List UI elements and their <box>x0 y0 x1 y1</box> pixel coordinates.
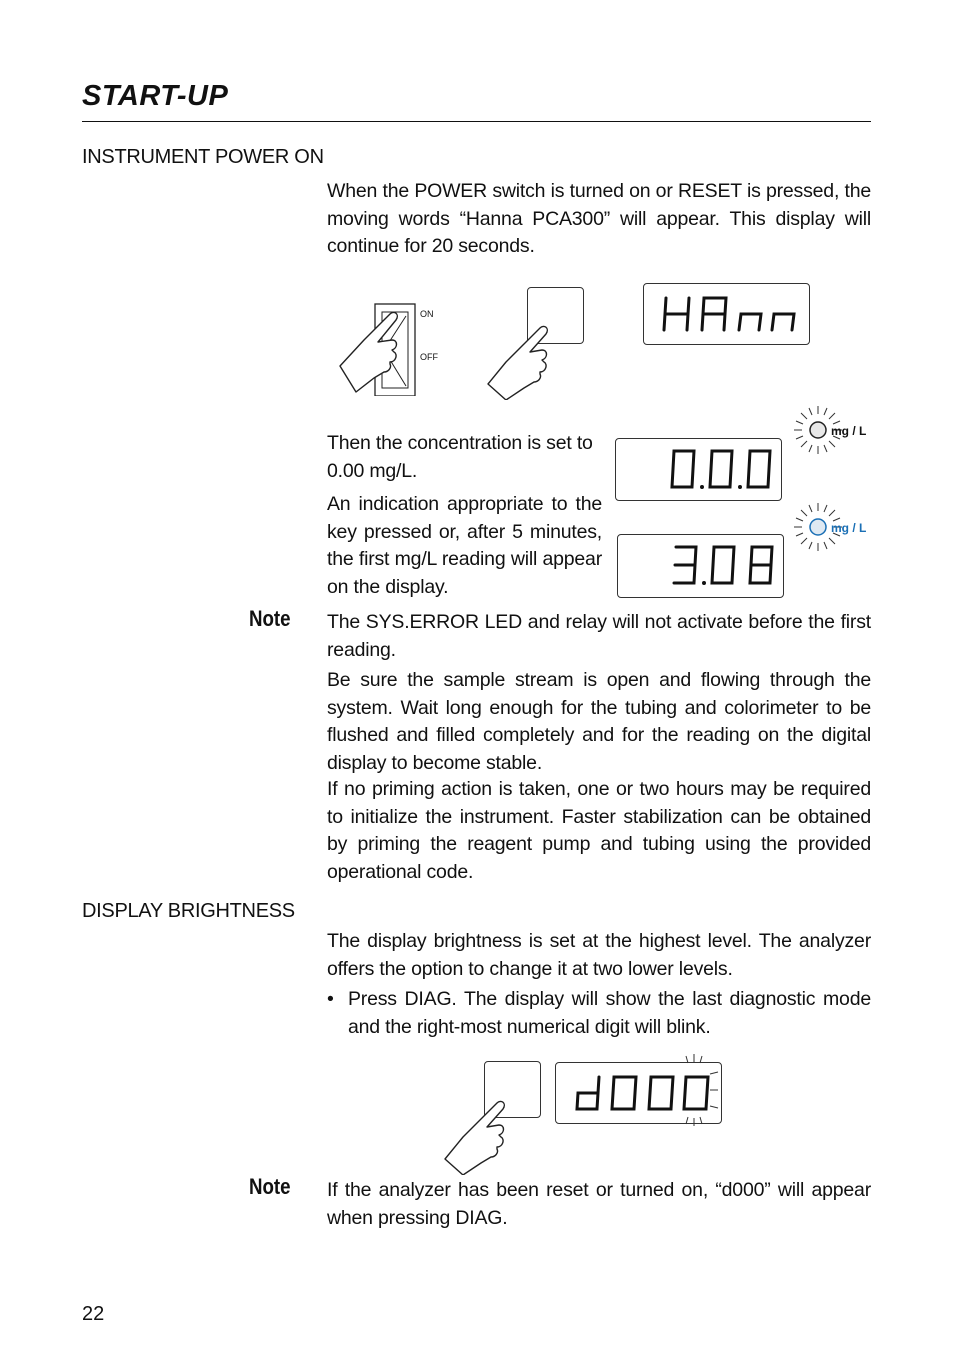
led-label-mgl-1: mg / L <box>831 424 867 438</box>
note-text-2: If the analyzer has been reset or turned on, “d000” will appear when pressing DIAG. <box>327 1179 871 1229</box>
lcd-display-reading <box>617 534 784 598</box>
switch-off-label: OFF <box>420 352 438 362</box>
priming-text: If no priming action is taken, one or two hours may be required to initialize the instrument. Faster stabilization can be obtained by priming the reagent pump and tubing using the provided operational code. <box>327 778 871 883</box>
note-label-2: Note <box>249 1174 291 1199</box>
hand-pointer-icon-2 <box>441 1093 521 1175</box>
power-on-intro: When the POWER switch is turned on or RESET is pressed, the moving words “Hanna PCA300” will appear. This display will continue for 20 seconds. <box>327 180 871 257</box>
led-label-mgl-2: mg / L <box>831 521 867 535</box>
bullet-mark: • <box>327 988 334 1010</box>
lcd-display-hann <box>643 283 810 345</box>
blink-rays-icon <box>668 1052 720 1128</box>
sample-stream-text: Be sure the sample stream is open and flowing through the system. Wait long enough for the tubing and colorimeter to be flushed and filled completely and for the reading on the digital display to become stable. <box>327 669 871 774</box>
section-title-power-on: INSTRUMENT POWER ON <box>82 146 324 168</box>
note-label-1: Note <box>249 606 291 631</box>
lcd-display-zero <box>615 438 782 501</box>
indication-text: An indication appropriate to the key pressed or, after 5 minutes, the first mg/L reading will appear on the display. <box>327 493 602 598</box>
concentration-text: Then the concentration is set to 0.00 mg/L. <box>327 432 593 482</box>
section-title-brightness: DISPLAY BRIGHTNESS <box>82 900 295 922</box>
note-text-1: The SYS.ERROR LED and relay will not activate before the first reading. <box>327 611 871 661</box>
bullet-item <box>327 986 871 1041</box>
bullet-text: Press DIAG. The display will show the last diagnostic mode and the right-most numerical digit will blink. <box>348 988 871 1038</box>
switch-on-label-text: ON <box>420 309 434 319</box>
power-switch-illustration <box>334 296 454 396</box>
page-number: 22 <box>82 1303 105 1325</box>
title-divider <box>82 121 871 122</box>
hand-pointer-icon <box>484 318 564 400</box>
page-title: START-UP <box>82 80 229 112</box>
brightness-intro: The display brightness is set at the highest level. The analyzer offers the option to change it at two lower levels. <box>327 930 871 980</box>
